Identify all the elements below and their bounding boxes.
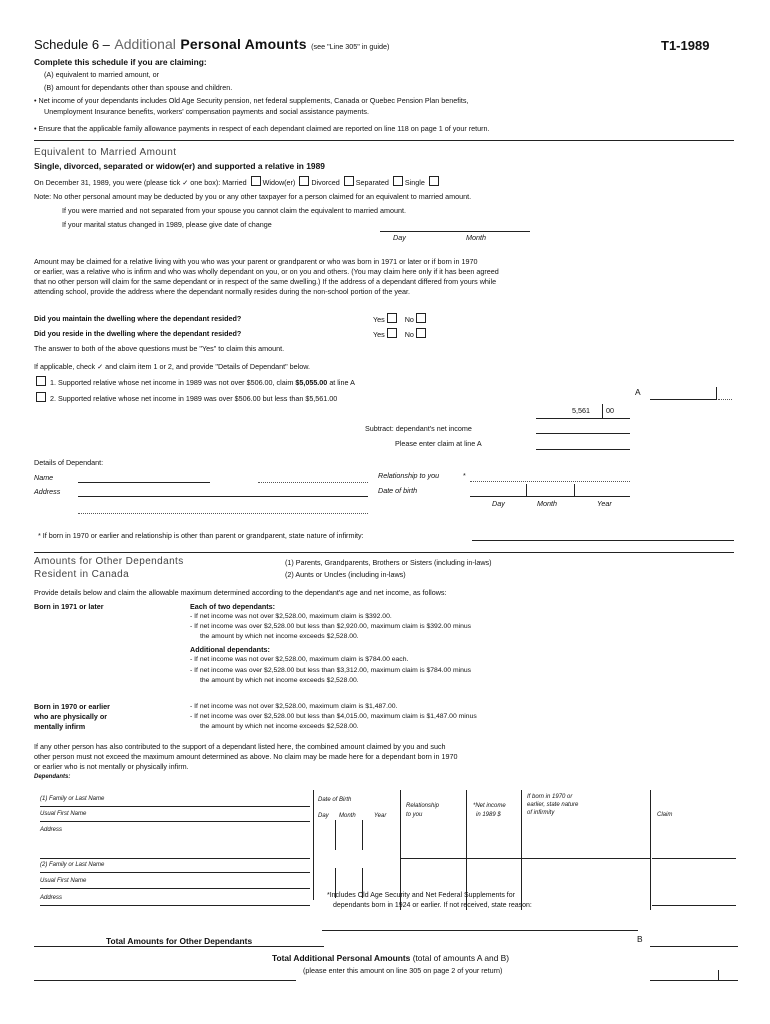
date-month-label: Month bbox=[466, 233, 486, 242]
total-leader bbox=[34, 980, 296, 981]
name-label: Name bbox=[34, 473, 54, 482]
family-2-input[interactable] bbox=[40, 872, 310, 873]
q2-yes-checkbox[interactable] bbox=[387, 328, 397, 338]
date-day-label: Day bbox=[393, 233, 406, 242]
other-heading-1: Amounts for Other Dependants bbox=[34, 556, 184, 567]
address-input-extra[interactable] bbox=[78, 513, 368, 514]
total-other-label: Total Amounts for Other Dependants bbox=[106, 936, 253, 946]
q2-no-checkbox[interactable] bbox=[416, 328, 426, 338]
dob-input[interactable] bbox=[470, 496, 630, 497]
col-rel-1: Relationship bbox=[406, 803, 440, 809]
each-rule-1: - If net income was not over $2,528.00, maximum claim is $392.00. bbox=[190, 613, 392, 620]
includes-line-1: *Includes Old Age Security and Net Federal Supplements for bbox=[327, 892, 515, 899]
first-1-input[interactable] bbox=[40, 821, 310, 822]
title-bold: Personal Amounts bbox=[180, 36, 307, 52]
dependants-label: Dependants: bbox=[34, 774, 71, 780]
note-married: If you were married and not separated from your spouse you cannot claim the equivalent to married amount. bbox=[62, 206, 406, 215]
infirm-note: * If born in 1970 or earlier and relationship is other than parent or grandparent, state nature of infirmity: bbox=[38, 531, 364, 540]
total-other-leader bbox=[34, 946, 324, 947]
dob-month: Month bbox=[537, 499, 557, 508]
para-line4: attending school, provide the address where the dependant normally resides during the non-school portion of the year. bbox=[34, 287, 410, 296]
details-label: Details of Dependant: bbox=[34, 458, 104, 467]
applicable-note: If applicable, check ✓ and claim item 1 or 2, and provide "Details of Dependant" below. bbox=[34, 362, 311, 371]
q2-answers bbox=[373, 328, 428, 339]
additional-rule-2b: the amount by which net income exceeds $2,528.00. bbox=[200, 677, 359, 684]
line-a-divider bbox=[716, 387, 717, 400]
col-claim: Claim bbox=[657, 812, 673, 818]
married-checkbox[interactable] bbox=[251, 176, 261, 186]
dob-col-1 bbox=[335, 820, 336, 850]
separated-label: Separated bbox=[355, 178, 389, 187]
bullet-family-allowance: • Ensure that the applicable family allowance payments in respect of each dependant claimed are reported on line 118 on page 1 of your return. bbox=[34, 124, 490, 133]
widow-label: Widow(er) bbox=[262, 178, 296, 187]
address-2-input[interactable] bbox=[40, 905, 310, 906]
col-inf-1: If born in 1970 or bbox=[527, 794, 573, 800]
col-inf-3: of infirmity bbox=[527, 810, 555, 816]
bullet2-text: Ensure that the applicable family allowance payments in respect of each dependant claimed are reported on line 118 on page 1 of your return. bbox=[38, 124, 490, 133]
bullet1-line1: Net income of your dependants includes Old Age Security pension, net federal supplements, Canada or Quebec Pension Plan benefits, bbox=[38, 96, 469, 105]
claim-2-input[interactable] bbox=[652, 905, 736, 906]
q1-answers bbox=[373, 313, 428, 324]
claim-1-input[interactable] bbox=[652, 858, 736, 859]
q1-yes-checkbox[interactable] bbox=[387, 313, 397, 323]
claim-item1 bbox=[34, 376, 355, 387]
divider bbox=[34, 140, 734, 141]
item-b: (B) amount for dependants other than spouse and children. bbox=[44, 83, 233, 92]
infirm-rule-1: - If net income was not over $2,528.00, maximum claim is $1,487.00. bbox=[190, 703, 398, 710]
dec31-text: On December 31, 1989, you were (please tick ✓ one box): Married bbox=[34, 178, 247, 187]
item1-amount: $5,055.00 bbox=[295, 378, 328, 387]
col-address-2: Address bbox=[40, 895, 63, 901]
please-enter-a: Please enter claim at line A bbox=[395, 439, 482, 448]
infirm-rule-2: - If net income was over $2,528.00 but less than $4,015.00, maximum claim is $1,487.00 minus bbox=[190, 713, 477, 720]
line-b-input[interactable] bbox=[650, 946, 738, 947]
name-input-extra[interactable] bbox=[258, 482, 368, 483]
q1-no-checkbox[interactable] bbox=[416, 313, 426, 323]
line-a-cents[interactable] bbox=[718, 399, 732, 400]
support-line-3: or earlier who is not mentally or physically infirm. bbox=[34, 762, 189, 771]
dob-divider-2 bbox=[574, 484, 575, 496]
row1-bottom bbox=[400, 858, 650, 859]
each-rule-2: - If net income was over $2,528.00 but less than $2,920.00, maximum claim is $392.00 minus bbox=[190, 623, 472, 630]
widow-checkbox[interactable] bbox=[299, 176, 309, 186]
infirm-note-text: If born in 1970 or earlier and relationship is other than parent or grandparent, state nature of infirmity: bbox=[42, 531, 364, 540]
amount-5561: 5,561 bbox=[572, 406, 590, 415]
col-day: Day bbox=[318, 813, 329, 819]
schedule-label: Schedule 6 – bbox=[34, 37, 110, 52]
note-changed: If your marital status changed in 1989, please give date of change bbox=[62, 220, 272, 229]
line-a-input[interactable] bbox=[650, 399, 716, 400]
q2-no-label: No bbox=[404, 330, 414, 339]
born-1970-l3: mentally infirm bbox=[34, 722, 86, 731]
line-a-label: A bbox=[635, 387, 641, 397]
equivalent-subheading: Single, divorced, separated or widow(er) and supported a relative in 1989 bbox=[34, 161, 325, 171]
col-net-2: in 1989 $ bbox=[476, 812, 501, 818]
q2-yes-label: Yes bbox=[373, 330, 385, 339]
relationship-label: Relationship to you bbox=[378, 471, 440, 480]
address-label: Address bbox=[34, 487, 61, 496]
form-id: T1-1989 bbox=[661, 38, 710, 53]
equivalent-heading: Equivalent to Married Amount bbox=[34, 147, 177, 158]
born-1970-l1: Born in 1970 or earlier bbox=[34, 702, 110, 711]
item-a: (A) equivalent to married amount, or bbox=[44, 70, 160, 79]
address-1-input[interactable] bbox=[40, 858, 310, 859]
support-line-1: If any other person has also contributed to the support of a dependant listed here, the combined amount claimed by you and such bbox=[34, 742, 446, 751]
dob-col-2 bbox=[362, 820, 363, 850]
family-1-input[interactable] bbox=[40, 806, 310, 807]
see-guide-note: (see "Line 305" in guide) bbox=[311, 42, 390, 51]
separated-checkbox[interactable] bbox=[393, 176, 403, 186]
claim-a-input[interactable] bbox=[536, 449, 630, 450]
total-additional bbox=[272, 953, 509, 963]
single-checkbox[interactable] bbox=[429, 176, 439, 186]
para-line3: that no other person will claim for the same dependant or in respect of the same dwelling.) If the address of a dependant differed from yours while bbox=[34, 277, 497, 286]
para-line1: Amount may be claimed for a relative living with you who was your parent or grandparent or who was born in 1971 or later or if born in 1970 bbox=[34, 257, 478, 266]
table-col-divider bbox=[313, 790, 314, 900]
claim-item2 bbox=[34, 392, 337, 403]
schedule-title bbox=[34, 36, 389, 54]
col-first-2: Usual First Name bbox=[40, 878, 87, 884]
dob-year: Year bbox=[597, 499, 612, 508]
item1-post: at line A bbox=[329, 378, 355, 387]
each-two-heading: Each of two dependants: bbox=[190, 602, 276, 611]
includes-line-2: dependants born in 1924 or earlier. If not received, state reason: bbox=[333, 902, 532, 909]
relation-2: (2) Aunts or Uncles (including in-laws) bbox=[285, 570, 406, 579]
relationship-input[interactable] bbox=[470, 481, 630, 482]
other-heading-2: Resident in Canada bbox=[34, 569, 130, 580]
inf-col-divider bbox=[521, 790, 522, 910]
subtract-label: Subtract: dependant's net income bbox=[365, 424, 472, 433]
amount-line bbox=[536, 418, 630, 419]
q1-no-label: No bbox=[404, 315, 414, 324]
item2-checkbox[interactable] bbox=[36, 392, 46, 402]
each-rule-2b: the amount by which net income exceeds $2,528.00. bbox=[200, 633, 359, 640]
single-label: Single bbox=[404, 178, 425, 187]
infirm-input[interactable] bbox=[472, 540, 734, 541]
title-light: Additional bbox=[114, 36, 176, 52]
dob-day: Day bbox=[492, 499, 505, 508]
col-first-1: Usual First Name bbox=[40, 811, 87, 817]
additional-rule-2: - If net income was over $2,528.00 but less than $3,312.00, maximum claim is $784.00 minus bbox=[190, 667, 472, 674]
question-reside: Did you reside in the dwelling where the dependant resided? bbox=[34, 329, 242, 338]
col-net-1: *Net income bbox=[473, 803, 506, 809]
q1-yes-label: Yes bbox=[373, 315, 385, 324]
answer-note: The answer to both of the above questions must be "Yes" to claim this amount. bbox=[34, 344, 285, 353]
total-additional-input[interactable] bbox=[650, 980, 738, 981]
subtract-input[interactable] bbox=[536, 433, 630, 434]
amount-divider bbox=[602, 404, 603, 418]
note-text: Note: No other personal amount may be deducted by you or any other taxpayer for a person claimed for an equivalent to married amount. bbox=[34, 192, 472, 201]
marital-status-row bbox=[34, 176, 441, 187]
dob-label: Date of birth bbox=[378, 486, 418, 495]
relation-1: (1) Parents, Grandparents, Brothers or Sisters (including in-laws) bbox=[285, 558, 492, 567]
born-1971: Born in 1971 or later bbox=[34, 602, 104, 611]
col-dob: Date of Birth bbox=[318, 797, 352, 803]
question-maintain: Did you maintain the dwelling where the dependant resided? bbox=[34, 314, 242, 323]
reason-input[interactable] bbox=[322, 930, 638, 931]
bullet-net-income: • Net income of your dependants includes Old Age Security pension, net federal supplements, Canada or Quebec Pension Plan benefits, bbox=[34, 96, 469, 105]
para-line2: or earlier, was a relative who is infirm and who was wholly dependant on you, or on you and others. (You may claim here only if it has been agreed bbox=[34, 267, 499, 276]
first-2-input[interactable] bbox=[40, 888, 310, 889]
address-input[interactable] bbox=[78, 496, 368, 497]
total-additional-rest: (total of amounts A and B) bbox=[412, 953, 510, 963]
divorced-checkbox[interactable] bbox=[344, 176, 354, 186]
amount-cents: 00 bbox=[606, 406, 614, 415]
relationship-star: * bbox=[463, 471, 466, 480]
divorced-label: Divorced bbox=[311, 178, 340, 187]
claim-col-divider bbox=[650, 790, 651, 910]
col-year: Year bbox=[374, 813, 387, 819]
dob-divider-1 bbox=[526, 484, 527, 496]
total-cents-divider bbox=[718, 970, 719, 980]
col-family-2: (2) Family or Last Name bbox=[40, 862, 105, 868]
name-input[interactable] bbox=[78, 482, 210, 483]
total-line305-note: (please enter this amount on line 305 on page 2 of your return) bbox=[303, 966, 503, 975]
item2-text: 2. Supported relative whose net income in 1989 was over $506.00 but less than $5,561.00 bbox=[50, 394, 338, 403]
total-additional-label: Total Additional Personal Amounts bbox=[272, 953, 411, 963]
item1-checkbox[interactable] bbox=[36, 376, 46, 386]
col-inf-2: earlier, state nature bbox=[527, 802, 579, 808]
col-rel-2: to you bbox=[406, 812, 423, 818]
bullet1-line2: Unemployment Insurance benefits, workers' compensation payments and social assistance payments. bbox=[44, 107, 369, 116]
complete-heading: Complete this schedule if you are claiming: bbox=[34, 57, 207, 67]
provide-details: Provide details below and claim the allowable maximum determined according to the dependant's age and net income, as follows: bbox=[34, 588, 447, 597]
date-change-line[interactable] bbox=[380, 231, 530, 232]
col-month: Month bbox=[339, 813, 356, 819]
support-line-2: other person must not exceed the maximum amount determined as above. No claim may be made here for a dependant born in 1970 bbox=[34, 752, 458, 761]
divider bbox=[34, 552, 734, 553]
born-1970-l2: who are physically or bbox=[34, 712, 108, 721]
additional-heading: Additional dependants: bbox=[190, 645, 270, 654]
item1-text: 1. Supported relative whose net income in 1989 was not over $506.00, claim bbox=[50, 378, 294, 387]
line-b-label: B bbox=[637, 934, 643, 944]
infirm-rule-2b: the amount by which net income exceeds $2,528.00. bbox=[200, 723, 359, 730]
col-family-1: (1) Family or Last Name bbox=[40, 796, 105, 802]
additional-rule-1: - If net income was not over $2,528.00, maximum claim is $784.00 each. bbox=[190, 656, 409, 663]
col-address-1: Address bbox=[40, 827, 63, 833]
